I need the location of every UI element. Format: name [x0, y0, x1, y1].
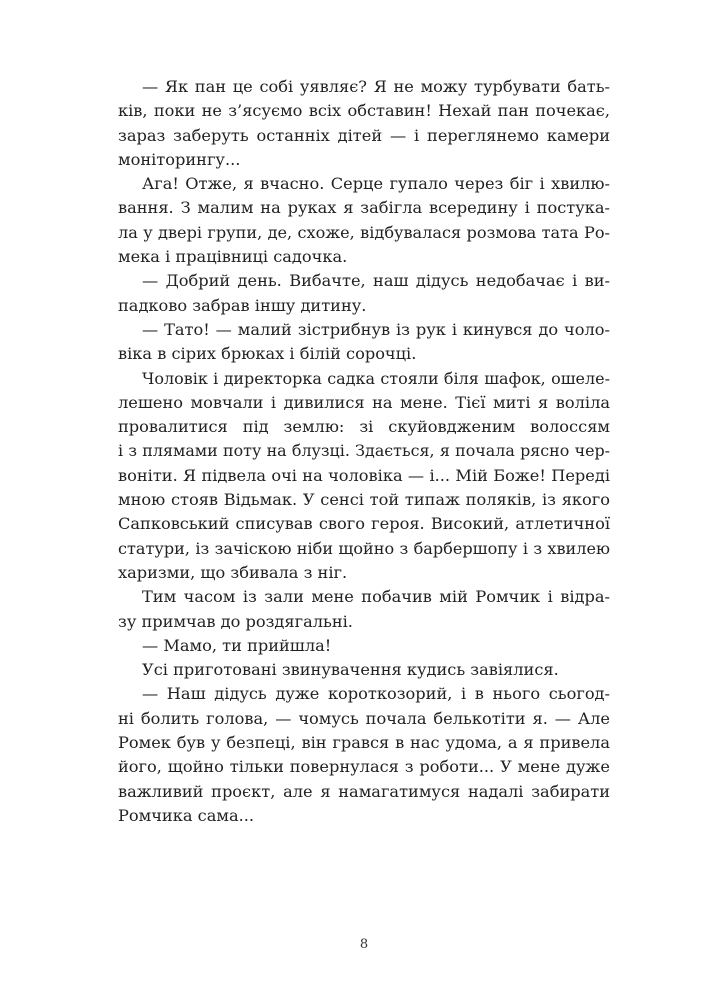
text-line: ні болить голова, — чомусь почала белькотіти я. — Але — [118, 708, 610, 728]
text-line: воніти. Я підвела очі на чоловіка — і... Мій Боже! Переді — [118, 465, 610, 485]
text-line: мною стояв Відьмак. У сенсі той типаж поляків, із якого — [118, 490, 610, 510]
body-text — [118, 75, 610, 828]
text-line: важливий проєкт, але я намагатимуся надалі забирати — [118, 781, 610, 801]
text-line: мека і працівниці садочка. — [118, 247, 348, 267]
text-line: і з плямами поту на блузці. Здається, я почала рясно чер- — [118, 441, 610, 461]
text-line: ків, поки не з’ясуємо всіх обставин! Нехай пан почекає, — [118, 101, 610, 121]
text-line: Ромчика сама... — [118, 805, 255, 825]
text-line: — Наш дідусь дуже короткозорий, і в нього сьогод- — [142, 684, 610, 704]
text-line: ла у двері групи, де, схоже, відбувалася розмова тата Ро- — [118, 222, 610, 242]
text-line: харизми, що збивала з ніг. — [118, 562, 348, 582]
text-line: зу примчав до роздягальні. — [118, 611, 353, 631]
text-line: Тим часом із зали мене побачив мій Ромчик і відра- — [142, 587, 610, 607]
text-line: лешено мовчали і дивилися на мене. Тієї миті я воліла — [118, 392, 610, 412]
text-line: вання. З малим на руках я забігла всередину і постука- — [118, 198, 610, 218]
text-line: віка в сірих брюках і білій сорочці. — [118, 344, 417, 364]
text-line: Ромек був у безпеці, він грався в нас удома, а я привела — [118, 733, 610, 753]
text-line: його, щойно тільки повернулася з роботи... У мене дуже — [118, 757, 610, 777]
text-line: Сапковський списував свого героя. Високий, атлетичної — [118, 514, 610, 534]
text-line: — Добрий день. Вибачте, наш дідусь недобачає і ви- — [142, 271, 610, 291]
text-line: моніторингу... — [118, 149, 241, 169]
text-line: — Тато! — малий зістрибнув із рук і кинувся до чоло- — [142, 319, 610, 339]
page-number: 8 — [359, 937, 369, 952]
text-line: Усі приготовані звинувачення кудись завіялися. — [142, 660, 559, 680]
text-line: падково забрав іншу дитину. — [118, 295, 367, 315]
text-line: зараз заберуть останніх дітей — і переглянемо камери — [118, 125, 610, 145]
text-line: статури, із зачіскою ніби щойно з барбершопу і з хвилею — [118, 538, 610, 558]
text-line: Ага! Отже, я вчасно. Серце гупало через біг і хвилю- — [142, 174, 610, 194]
text-line: провалитися під землю: зі скуйовдженим волоссям — [118, 417, 610, 437]
text-line: — Мамо, ти прийшла! — [142, 635, 332, 655]
text-line: — Як пан це собі уявляє? Я не можу турбувати бать- — [142, 77, 610, 96]
text-line: Чоловік і директорка садка стояли біля шафок, ошеле- — [142, 368, 610, 388]
